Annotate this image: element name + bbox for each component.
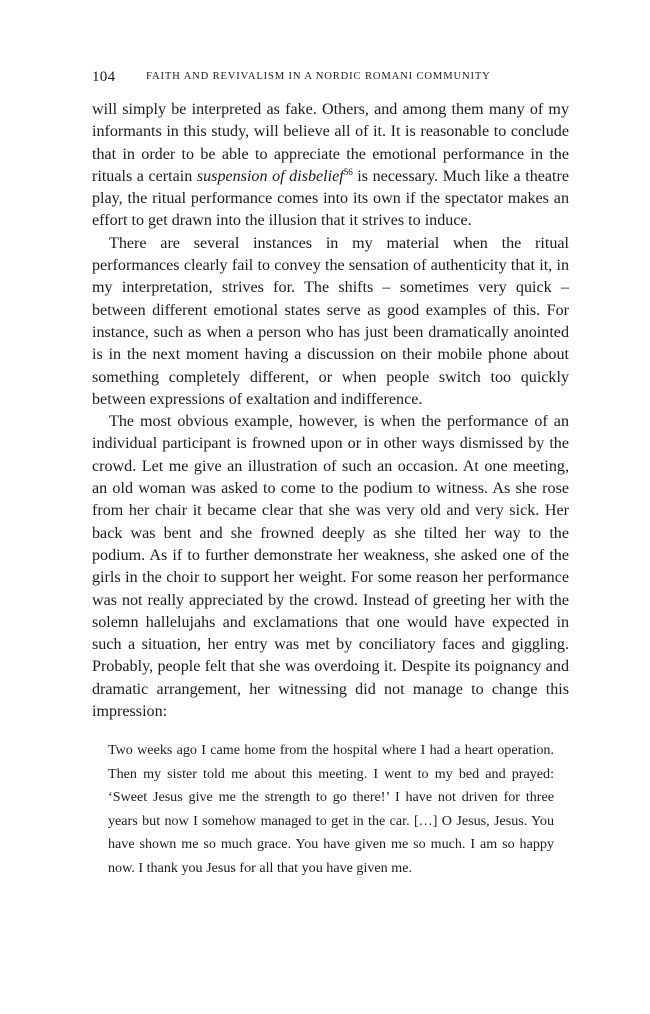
block-quote-text: Two weeks ago I came home from the hospital where I had a heart operation. Then my sister told me about this meeting. I went to my bed and prayed: ‘Sweet Jesus give me the strength to go there!’ I have not driven for three years but now I somehow managed to get in the car. […] O Jesus, Jesus. You have shown me so much grace. You have given me so much. I am so happy now. I thank you Jesus for all that you have given me. <box>108 742 554 876</box>
paragraph-2: There are several instances in my material when the ritual performances clearly fail to convey the sensation of authenticity that it, in my interpretation, strives for. The shifts – sometimes very quick – between different emotional states serve as good examples of this. For instance, such as when a person who has just been dramatically anointed is in the next moment having a discussion on their mobile phone about something completely different, or when people switch too quickly between expressions of exaltation and indifference. <box>92 234 569 408</box>
body-text <box>92 99 569 723</box>
paragraph-3: The most obvious example, however, is when the performance of an individual participant is frowned upon or in other ways dismissed by the crowd. Let me give an illustration of such an occasion. At one meeting, an old woman was asked to come to the podium to witness. As she rose from her chair it became clear that she was very old and very sick. Her back was bent and she frowned deeply as she tilted her way to the podium. As if to further demonstrate her weakness, she asked one of the girls in the choir to support her weight. For some reason her performance was not really appreciated by the crowd. Instead of greeting her with the solemn hallelujahs and exclamations that one would have expected in such a situation, her entry was met by conciliatory faces and giggling. Probably, people felt that she was overdoing it. Despite its poignancy and dramatic arrangement, her witnessing did not manage to change this impression: <box>92 413 569 721</box>
paragraph-1-text-end: is necessary. Much like a theatre play, the ritual performance comes into its own if the spectator makes an effort to get drawn into the illusion that it strives to induce. <box>92 167 570 230</box>
block-quote <box>108 739 554 880</box>
running-title: FAITH AND REVIVALISM IN A NORDIC ROMANI COMMUNITY <box>146 71 491 82</box>
running-head <box>92 69 569 89</box>
paragraph-1-text-start: will simply be interpreted as fake. Others, and among them many of my informants in this study, will believe all of it. It is reasonable to conclude that in order to be able to appreciate the emotional performance in the rituals a certain <box>92 101 569 185</box>
footnote-reference: 56 <box>343 166 353 177</box>
paragraph-1 <box>92 99 569 233</box>
page-number: 104 <box>92 69 116 85</box>
italic-term: suspension of disbelief <box>196 167 344 185</box>
